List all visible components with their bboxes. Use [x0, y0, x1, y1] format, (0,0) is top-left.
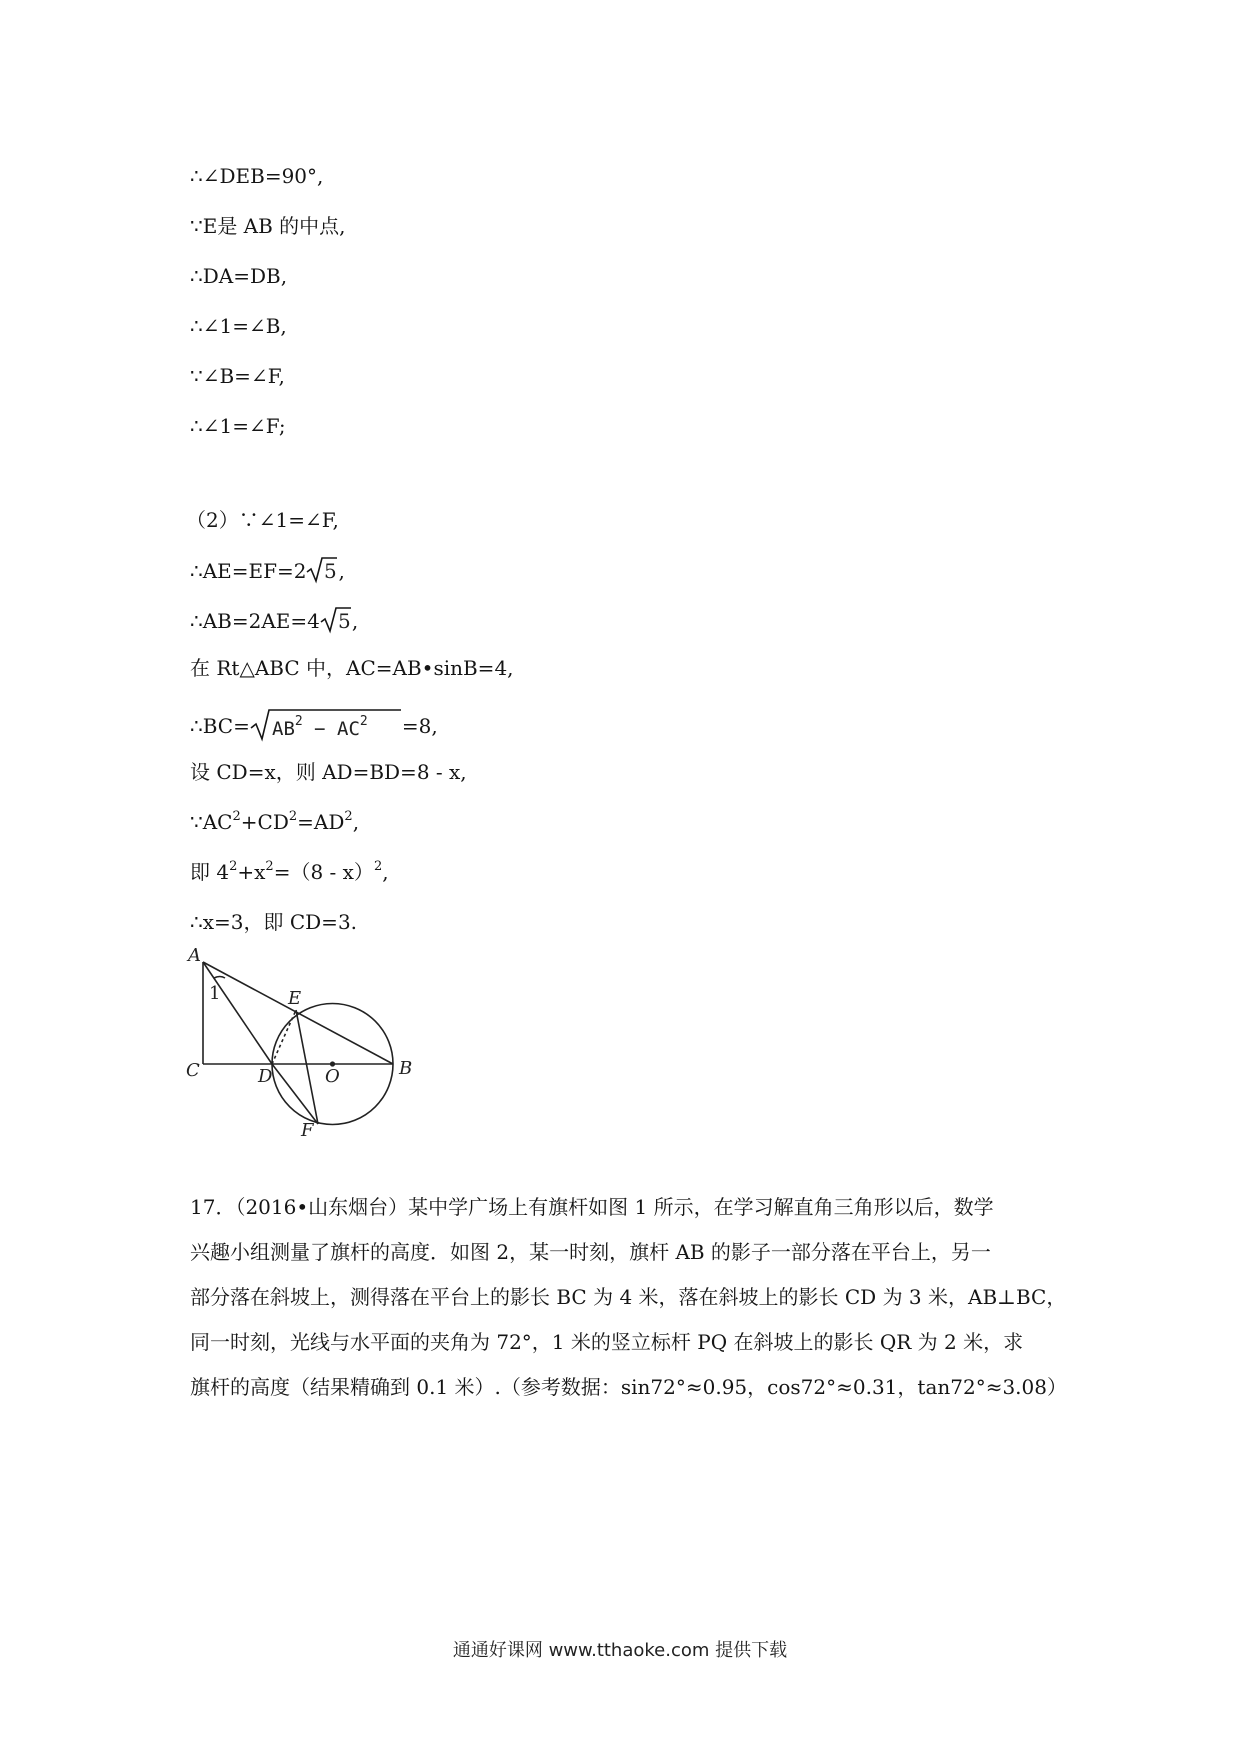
- part2-line-3: [190, 606, 358, 639]
- label-a: A: [188, 948, 201, 966]
- problem-17-line-1: 17．（2016•山东烟台）某中学广场上有旗杆如图 1 所示，在学习解直角三角形以后，数学: [190, 1195, 994, 1219]
- label-c: C: [186, 1060, 200, 1081]
- label-e: E: [288, 988, 302, 1009]
- label-f: F: [301, 1120, 314, 1138]
- proof-line-5: ∵∠B=∠F,: [190, 364, 285, 388]
- rad-ab: AB: [271, 718, 295, 740]
- rad-minus-ac: − AC: [302, 718, 360, 740]
- part2-line-9: ∴x=3，即 CD=3.: [190, 910, 358, 934]
- label-b: B: [399, 1058, 413, 1079]
- part2-line-2-rad: 5: [324, 559, 338, 583]
- geometry-figure: [180, 948, 420, 1138]
- l7-c: =AD: [297, 810, 345, 834]
- part2-line-5: [190, 708, 438, 747]
- label-o: O: [325, 1066, 340, 1087]
- part2-line-1: （2）∵∠1=∠F,: [186, 508, 339, 532]
- label-d: D: [258, 1066, 273, 1087]
- part2-line-2: [190, 556, 345, 589]
- l8-exp-2: 2: [265, 859, 274, 874]
- sqrt-symbol: [250, 708, 402, 747]
- rad-exp-2: 2: [359, 714, 368, 729]
- segment-ad: [203, 962, 272, 1064]
- l8-exp-1: 2: [229, 859, 238, 874]
- problem-17-line-5: 旗杆的高度（结果精确到 0.1 米）.（参考数据：sin72°≈0.95，cos72°≈0.31，tan72°≈3.08）: [190, 1375, 1067, 1399]
- page-footer: 通通好课网 www.tthaoke.com 提供下载: [452, 1640, 788, 1661]
- proof-line-6: ∴∠1=∠F;: [190, 414, 286, 438]
- l7-exp-2: 2: [288, 809, 298, 824]
- part2-line-5-pre: ∴BC=: [190, 714, 250, 738]
- proof-line-3: ∴DA=DB,: [190, 264, 288, 288]
- l7-d: ,: [352, 810, 360, 834]
- rad-exp-1: 2: [294, 714, 303, 729]
- part2-line-7: [190, 810, 359, 834]
- problem-17-line-4: 同一时刻，光线与水平面的夹角为 72°，1 米的竖立标杆 PQ 在斜坡上的影长 QR 为 2 米，求: [190, 1330, 1024, 1354]
- l8-d: ,: [382, 860, 389, 884]
- l7-a: ∵AC: [190, 810, 233, 834]
- l8-b: +x: [237, 860, 266, 884]
- problem-17-line-3: 部分落在斜坡上，测得落在平台上的影长 BC 为 4 米，落在斜坡上的影长 CD 为 3 米，AB⊥BC，: [190, 1285, 1067, 1309]
- l7-exp-1: 2: [232, 809, 241, 824]
- proof-line-2: ∵E是 AB 的中点,: [190, 214, 346, 238]
- l8-c: =（8 - x）: [273, 860, 374, 884]
- part2-line-3-pre: ∴AB=2AE=4: [190, 609, 320, 633]
- label-angle-1: 1: [209, 983, 221, 1004]
- sqrt-symbol: [306, 556, 338, 589]
- proof-line-1: ∴∠DEB=90°,: [190, 164, 324, 188]
- sqrt-symbol: [320, 606, 352, 639]
- problem-17: [190, 1185, 1067, 1410]
- l7-b: +CD: [240, 810, 289, 834]
- part2-line-2-post: ,: [338, 559, 345, 583]
- problem-17-line-2: 兴趣小组测量了旗杆的高度．如图 2，某一时刻，旗杆 AB 的影子一部分落在平台上，另一: [190, 1240, 991, 1264]
- svg-text:AB2 − AC2: [272, 714, 368, 740]
- l7-exp-3: 2: [344, 809, 353, 824]
- part2-line-8: [190, 860, 389, 884]
- proof-line-4: ∴∠1=∠B,: [190, 314, 287, 338]
- part2-line-4: 在 Rt△ABC 中，AC=AB•sinB=4,: [190, 656, 514, 680]
- segment-df: [272, 1064, 318, 1124]
- part2-line-6: 设 CD=x，则 AD=BD=8 - x,: [190, 760, 467, 784]
- segment-ef: [296, 1010, 318, 1124]
- l8-a: 即 4: [190, 860, 230, 884]
- part2-line-3-rad: 5: [337, 609, 351, 633]
- angle-1-arc: [214, 977, 225, 979]
- part2-line-3-post: ,: [351, 609, 359, 633]
- part2-line-5-post: =8,: [401, 714, 438, 738]
- l8-exp-3: 2: [373, 859, 383, 874]
- part2-line-2-pre: ∴AE=EF=2: [190, 559, 307, 583]
